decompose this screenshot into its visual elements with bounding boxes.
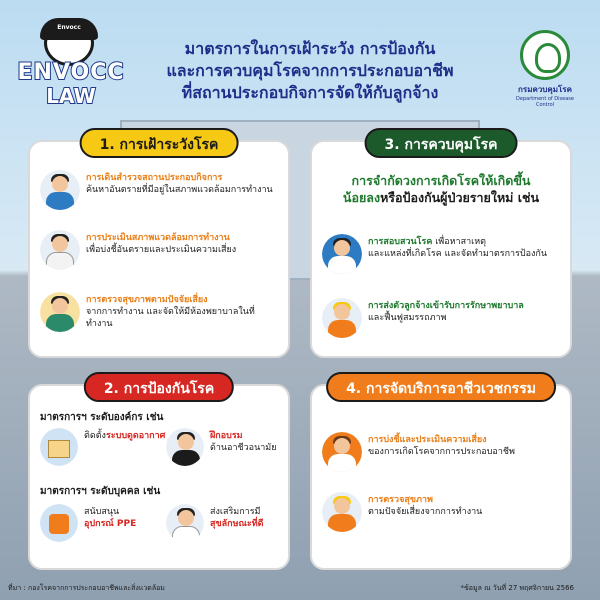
hygiene-icon xyxy=(166,504,204,542)
ddc-logo xyxy=(508,30,582,108)
title-line-1: มาตรการในการเฝ้าระวัง การป้องกัน xyxy=(184,39,436,58)
list-item: การประเมินสภาพแวดล้อมการทำงาน เพื่อบ่งชี้อันตรายและประเมินความเสี่ยง xyxy=(40,230,280,278)
ventilation-system-icon xyxy=(40,428,78,466)
risk-assessment-icon xyxy=(322,432,362,472)
person-level-label: มาตรการฯ ระดับบุคคล เช่น xyxy=(40,486,161,497)
environment-assessment-icon xyxy=(40,230,80,270)
control-headline: การจำกัดวงการเกิดโรคให้เกิดขึ้น น้อยลงหรือป้องกันผู้ป่วยรายใหม่ เช่น xyxy=(342,173,540,205)
ddc-seal-icon xyxy=(520,30,570,80)
investigation-icon xyxy=(322,234,362,274)
card-heading-control: 3. การควบคุมโรค xyxy=(365,128,518,158)
ddc-name-en: Department of Disease Control xyxy=(516,96,574,108)
title-line-2: และการควบคุมโรคจากการประกอบอาชีพ xyxy=(166,61,454,80)
list-item: การส่งตัวลูกจ้างเข้ารับการรักษาพยาบาล และฟื้นฟูสมรรถภาพ xyxy=(322,298,562,346)
source-note: ที่มา : กองโรคจากการประกอบอาชีพและสิ่งแวดล้อม xyxy=(8,584,165,592)
ddc-name-th: กรมควบคุมโรค xyxy=(518,85,572,94)
list-item: การบ่งชี้และประเมินความเสี่ยง ของการเกิดโรคจากการประกอบอาชีพ xyxy=(322,432,562,480)
card-surveillance xyxy=(28,137,290,358)
list-item: การตรวจสุขภาพ ตามปัจจัยเสี่ยงจากการทำงาน xyxy=(322,492,562,540)
card-heading-surveillance: 1. การเฝ้าระวังโรค xyxy=(80,128,239,158)
medical-referral-icon xyxy=(322,298,362,338)
list-item: ติดตั้งระบบดูดอากาศ xyxy=(40,428,168,472)
list-item: การเดินสำรวจสถานประกอบกิจการ ค้นหาอันตรายที่มีอยู่ในสภาพแวดล้อมการทำงาน xyxy=(40,170,280,218)
mascot-cap-icon: Envocc xyxy=(40,18,98,40)
worker-inspection-icon xyxy=(40,170,80,210)
health-check-icon xyxy=(40,292,80,332)
list-item: การตรวจสุขภาพตามปัจจัยเสี่ยง จากการทำงาน และจัดให้มีห้องพยาบาลในที่ทำงาน xyxy=(40,292,280,344)
card-prevention xyxy=(28,381,290,570)
page-title xyxy=(132,38,488,104)
card-heading-prevention: 2. การป้องกันโรค xyxy=(84,372,234,402)
card-heading-occupational-medicine: 4. การจัดบริการอาชีวเวชกรรม xyxy=(326,372,556,402)
ppe-equipment-icon xyxy=(40,504,78,542)
card-control xyxy=(310,137,572,358)
envocc-law-logo xyxy=(16,20,126,110)
logo-text-law: LAW xyxy=(46,84,96,108)
list-item: ฝึกอบรม ด้านอาชีวอนามัย xyxy=(166,428,294,472)
list-item: การสอบสวนโรค เพื่อหาสาเหตุ และแหล่งที่เกิดโรค และจัดทำมาตรการป้องกัน xyxy=(322,234,562,282)
title-line-3: ที่สถานประกอบกิจการจัดให้กับลูกจ้าง xyxy=(181,83,439,102)
card-occupational-medicine xyxy=(310,381,572,570)
health-examination-icon xyxy=(322,492,362,532)
logo-text-envocc: ENVOCC xyxy=(17,60,125,85)
training-icon xyxy=(166,428,204,466)
date-note: *ข้อมูล ณ วันที่ 27 พฤศจิกายน 2566 xyxy=(460,584,574,592)
list-item: ส่งเสริมการมี สุขลักษณะที่ดี xyxy=(166,504,294,548)
list-item: สนับสนุน อุปกรณ์ PPE xyxy=(40,504,168,548)
org-level-label: มาตรการฯ ระดับองค์กร เช่น xyxy=(40,412,164,423)
